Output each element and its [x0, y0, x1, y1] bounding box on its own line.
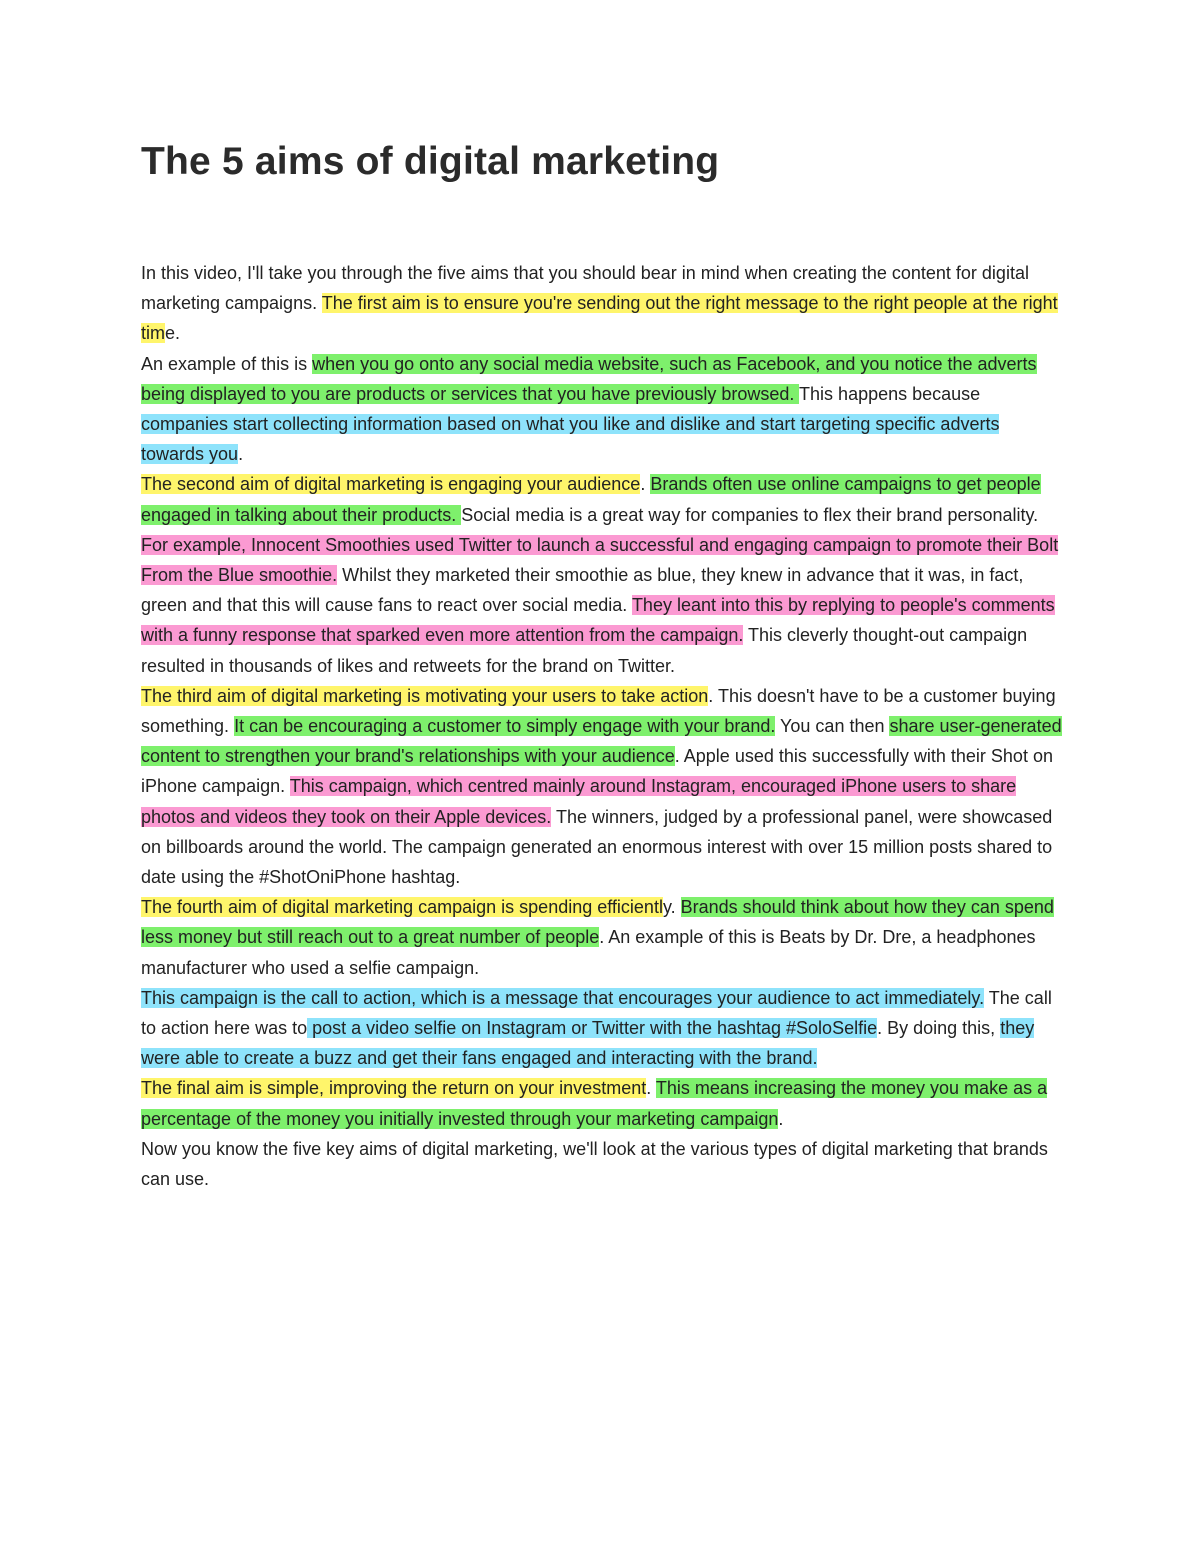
text-segment: . An example of this is Beats by Dr. Dre, a headphones manufacturer who used a selfie campaign. [141, 927, 1036, 978]
paragraph [141, 469, 1066, 529]
text-segment: . This doesn't have to be a customer buying something. [141, 685, 1056, 737]
highlighted-text-pink: They leant into this by replying to people's comments with a funny response that sparked even more attention from the campaign. [141, 595, 1055, 646]
paragraph [141, 892, 1066, 983]
paragraph [141, 1134, 1066, 1194]
text-segment: This happens because [799, 383, 981, 404]
highlighted-text-yellow: The final aim is simple, improving the return on your investment [141, 1078, 647, 1099]
text-segment: . Apple used this successfully with their Shot on iPhone campaign. [141, 746, 1053, 797]
text-segment: Now you know the five key aims of digital marketing, we'll look at the various types of digital marketing that brands can use. [141, 1138, 1048, 1190]
document-body [141, 258, 1066, 1194]
highlighted-text-yellow: The first aim is to ensure you're sending out the right message to the right people at the right tim [141, 293, 1058, 344]
highlighted-text-green: It can be encouraging a customer to simply engage with your brand. [234, 716, 776, 737]
paragraph [141, 983, 1066, 1074]
highlighted-text-blue: This campaign is the call to action, which is a message that encourages your audience to act immediately. [141, 987, 985, 1008]
text-segment: . [646, 1078, 656, 1099]
highlighted-text-pink: This campaign, which centred mainly around Instagram, encouraged iPhone users to share photos and videos they took on their Apple devices. [141, 776, 1017, 827]
text-segment: An example of this is [141, 353, 313, 374]
text-segment: The winners, judged by a professional panel, were showcased on billboards around the world. The campaign generated an enormous interest with over 15 million posts shared to date using the #ShotOniPhone hashtag. [141, 806, 1053, 888]
highlighted-text-green: when you go onto any social media website, such as Facebook, and you notice the adverts being displayed to you are products or services that you have previously browsed. [141, 353, 1037, 404]
paragraph [141, 681, 1066, 892]
highlighted-text-yellow: The third aim of digital marketing is motivating your users to take action [141, 685, 709, 706]
paragraph [141, 530, 1066, 681]
document-title: The 5 aims of digital marketing [141, 140, 720, 183]
text-segment: This cleverly thought-out campaign resulted in thousands of likes and retweets for the brand on Twitter. [141, 625, 1028, 676]
text-segment: . By doing this, [877, 1018, 1001, 1039]
highlighted-text-blue: post a video selfie on Instagram or Twitter with the hashtag #SoloSelfie [307, 1018, 878, 1039]
text-segment: You can then [775, 716, 890, 737]
paragraph [141, 258, 1066, 349]
highlighted-text-green: This means increasing the money you make as a percentage of the money you initially invested through your marketing campaign [141, 1078, 1048, 1129]
highlighted-text-pink: For example, Innocent Smoothies used Twitter to launch a successful and engaging campaign to promote their Bolt From the Blue smoothie. [141, 534, 1059, 586]
text-segment: e. [165, 323, 181, 344]
highlighted-text-yellow: The fourth aim of digital marketing campaign is spending efficientl [141, 897, 663, 918]
highlighted-text-blue: they were able to create a buzz and get their fans engaged and interacting with the brand. [141, 1018, 1035, 1069]
text-segment: . [238, 444, 244, 465]
highlighted-text-green: Brands often use online campaigns to get people engaged in talking about their products. [141, 474, 1041, 525]
text-segment: . [640, 474, 651, 495]
text-segment: The call to action here was to [141, 987, 1052, 1039]
text-segment: Social media is a great way for companies to flex their brand personality. [461, 504, 1039, 525]
highlighted-text-blue: companies start collecting information based on what you like and dislike and start targeting specific adverts towards you [141, 414, 1000, 465]
text-segment: . [778, 1108, 784, 1129]
highlighted-text-green: Brands should think about how they can spend less money but still reach out to a great number of people [141, 897, 1054, 948]
text-segment: y. [662, 897, 681, 918]
paragraph [141, 1073, 1066, 1133]
text-segment: In this video, I'll take you through the five aims that you should bear in mind when creating the content for digital marketing campaigns. [141, 263, 1029, 314]
text-segment: Whilst they marketed their smoothie as blue, they knew in advance that it was, in fact, green and that this will cause fans to react over social media. [141, 565, 1024, 616]
paragraph [141, 349, 1066, 470]
highlighted-text-yellow: The second aim of digital marketing is engaging your audience [141, 474, 641, 495]
highlighted-text-green: share user-generated content to strengthen your brand's relationships with your audience [141, 716, 1062, 767]
